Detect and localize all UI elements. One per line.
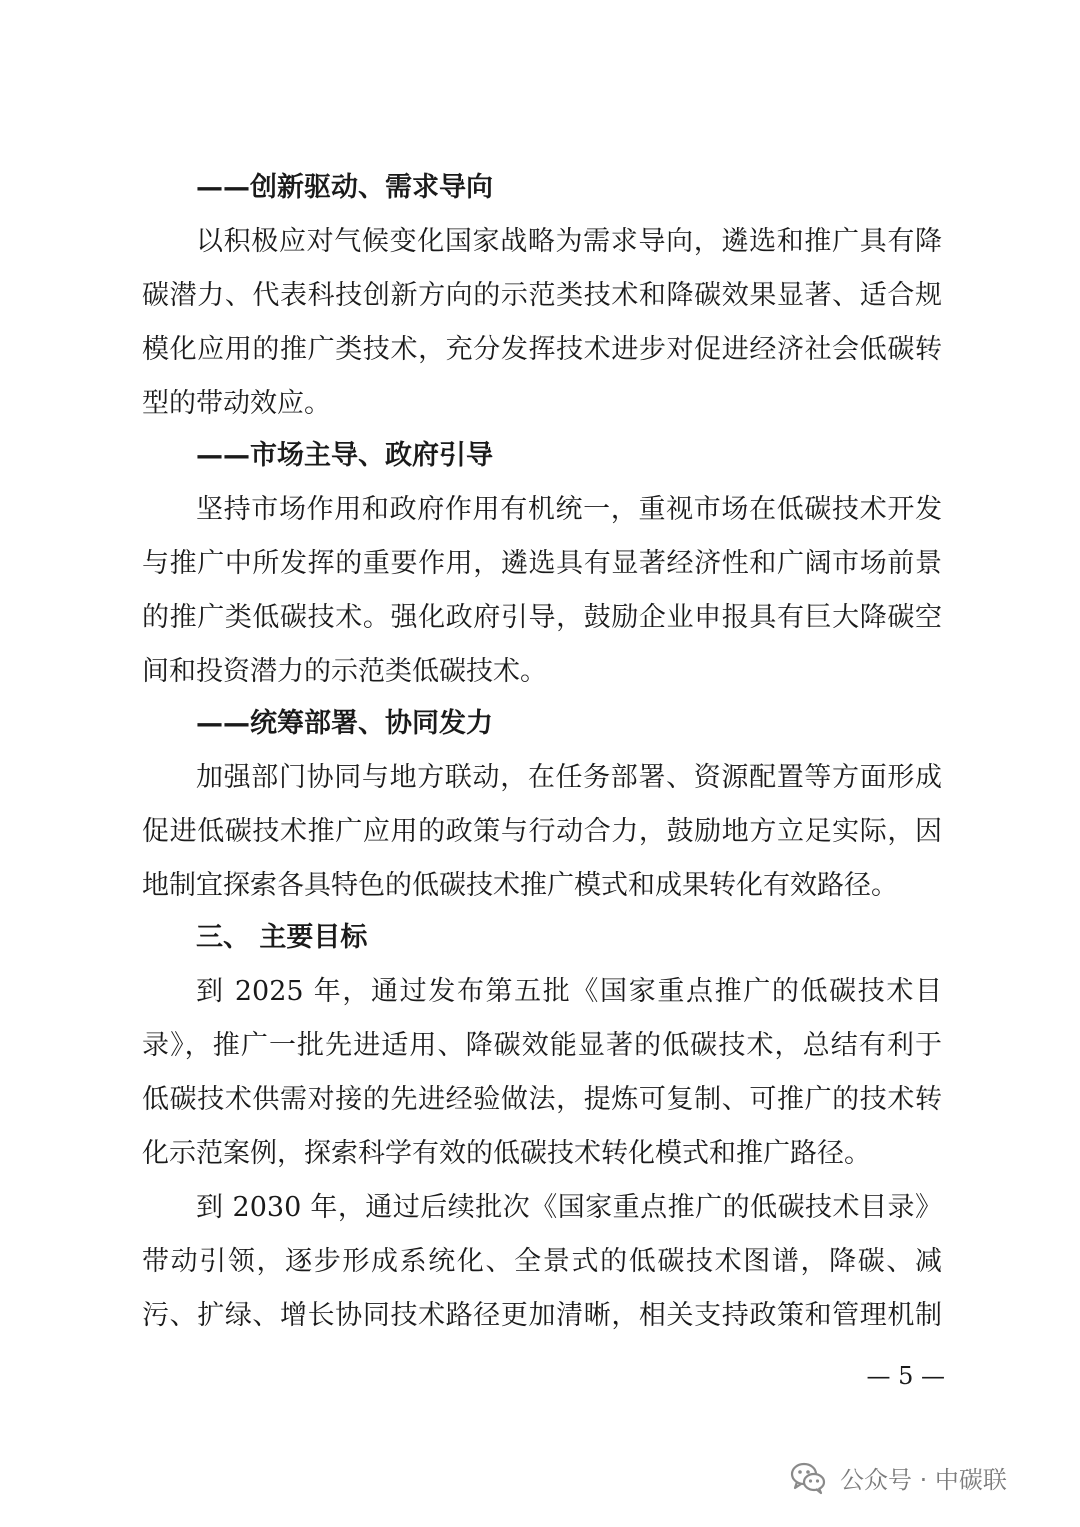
paragraph-line: 与推广中所发挥的重要作用，遴选具有显著经济性和广阔市场前景 — [142, 548, 942, 579]
paragraph-line: 化示范案例，探索科学有效的低碳技术转化模式和推广路径。 — [142, 1138, 871, 1169]
paragraph-line: 低碳技术供需对接的先进经验做法，提炼可复制、可推广的技术转 — [142, 1084, 942, 1115]
watermark-label: 公众号 · 中碳联 — [840, 1465, 1007, 1494]
paragraph-line: 地制宜探索各具特色的低碳技术推广模式和成果转化有效路径。 — [142, 870, 898, 901]
paragraph-line: 以积极应对气候变化国家战略为需求导向，遴选和推广具有降 — [196, 226, 942, 257]
wechat-icon — [788, 1457, 828, 1497]
paragraph-line: 的推广类低碳技术。强化政府引导，鼓励企业申报具有巨大降碳空 — [142, 602, 942, 633]
paragraph-line: 模化应用的推广类技术，充分发挥技术进步对促进经济社会低碳转 — [142, 334, 942, 365]
page-number: — 5 — — [866, 1362, 945, 1390]
paragraph-line: 加强部门协同与地方联动，在任务部署、资源配置等方面形成 — [196, 762, 942, 793]
heading-coordination: ——统筹部署、协同发力 — [196, 708, 493, 739]
paragraph-line: 坚持市场作用和政府作用有机统一，重视市场在低碳技术开发 — [196, 494, 942, 525]
paragraph-line: 污、扩绿、增长协同技术路径更加清晰，相关支持政策和管理机制 — [142, 1300, 942, 1331]
paragraph-line: 型的带动效应。 — [142, 388, 331, 419]
paragraph-line: 录》，推广一批先进适用、降碳效能显著的低碳技术，总结有利于 — [142, 1030, 942, 1061]
heading-innovation: ——创新驱动、需求导向 — [196, 172, 493, 203]
section-title-main-goals: 三、 主要目标 — [196, 922, 368, 953]
paragraph-line: 促进低碳技术推广应用的政策与行动合力，鼓励地方立足实际，因 — [142, 816, 942, 847]
paragraph-line: 碳潜力、代表科技创新方向的示范类技术和降碳效果显著、适合规 — [142, 280, 942, 311]
paragraph-line: 到 2025 年，通过发布第五批《国家重点推广的低碳技术目 — [196, 976, 942, 1007]
paragraph-line: 带动引领，逐步形成系统化、全景式的低碳技术图谱，降碳、减 — [142, 1246, 942, 1277]
watermark — [788, 1455, 1007, 1499]
paragraph-line: 间和投资潜力的示范类低碳技术。 — [142, 656, 547, 687]
heading-market: ——市场主导、政府引导 — [196, 440, 493, 471]
paragraph-line: 到 2030 年，通过后续批次《国家重点推广的低碳技术目录》 — [196, 1192, 942, 1223]
